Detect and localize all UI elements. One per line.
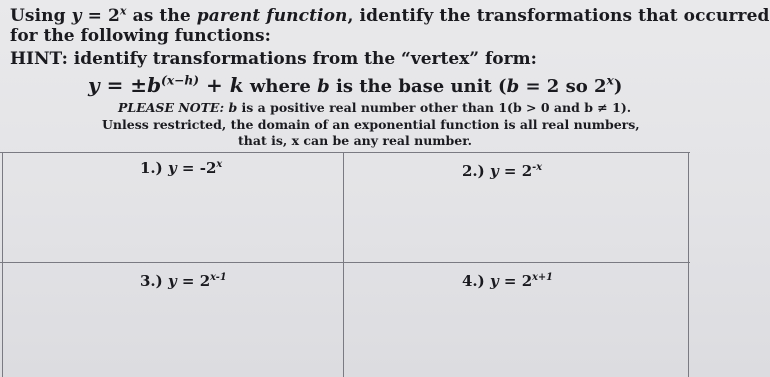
- problem-2-exponent: -x: [532, 162, 543, 174]
- formula-main: y = ±b: [88, 73, 162, 97]
- instruction-line-1: [10, 6, 770, 26]
- problem-1-number: 1.): [140, 159, 168, 177]
- problem-2-y: y: [489, 162, 499, 180]
- problem-2-number: 2.): [462, 162, 490, 180]
- problem-1-y: y: [167, 159, 177, 177]
- note-b: b: [224, 100, 238, 115]
- hint-line: HINT: identify transformations from the “vertex” form:: [10, 49, 537, 69]
- formula-b: b: [317, 76, 330, 97]
- problem-grid: [0, 152, 700, 377]
- instruction-line-2: for the following functions:: [10, 26, 271, 46]
- formula-exp-x: x: [606, 73, 614, 88]
- problem-1-exponent: x: [216, 159, 223, 171]
- note-b-condition: is a positive real number other than 1(b > 0 and b ≠ 1).: [237, 100, 632, 115]
- text-identify: , identify the transformations that occurred: [347, 6, 770, 26]
- grid-center-divider: [343, 152, 344, 377]
- problem-3: [140, 272, 227, 290]
- exp-x: x: [119, 4, 127, 18]
- problem-4-exponent: x+1: [532, 272, 553, 284]
- problem-4-number: 4.): [462, 272, 490, 290]
- please-note-label: PLEASE NOTE:: [118, 100, 225, 115]
- problem-3-number: 3.): [140, 272, 168, 290]
- problem-2: [462, 162, 542, 180]
- grid-middle-border: [0, 262, 690, 263]
- formula-base-unit: is the base unit (: [329, 76, 507, 97]
- formula-where: where: [243, 76, 318, 97]
- problem-1-equation: = -2: [176, 159, 217, 177]
- text-as-the: as the: [126, 6, 197, 26]
- formula-eq-2: = 2 so 2: [519, 76, 607, 97]
- text-equals-2: = 2: [81, 6, 120, 26]
- note-line-3: that is, x can be any real number.: [238, 133, 473, 148]
- formula-plus-k: + k: [199, 73, 244, 97]
- note-line-2: Unless restricted, the domain of an exponential function is all real numbers,: [102, 117, 640, 132]
- problem-2-equation: = 2: [498, 162, 533, 180]
- formula-exponent: (x−h): [161, 73, 200, 88]
- problem-1: [140, 159, 222, 177]
- text-parent-function: parent function: [196, 6, 348, 26]
- problem-4-equation: = 2: [498, 272, 533, 290]
- var-y: y: [71, 6, 82, 26]
- grid-left-border: [2, 152, 3, 377]
- problem-3-exponent: x-1: [210, 272, 227, 284]
- problem-4-y: y: [489, 272, 499, 290]
- formula-b2: b: [506, 76, 520, 97]
- note-line-1: [118, 100, 631, 115]
- problem-3-equation: = 2: [176, 272, 211, 290]
- grid-right-border: [688, 152, 689, 377]
- formula-close-paren: ): [613, 76, 623, 97]
- vertex-form-formula: [88, 73, 622, 97]
- grid-top-border: [0, 152, 690, 153]
- problem-4: [462, 272, 553, 290]
- problem-3-y: y: [167, 272, 177, 290]
- text-using: Using: [10, 6, 72, 26]
